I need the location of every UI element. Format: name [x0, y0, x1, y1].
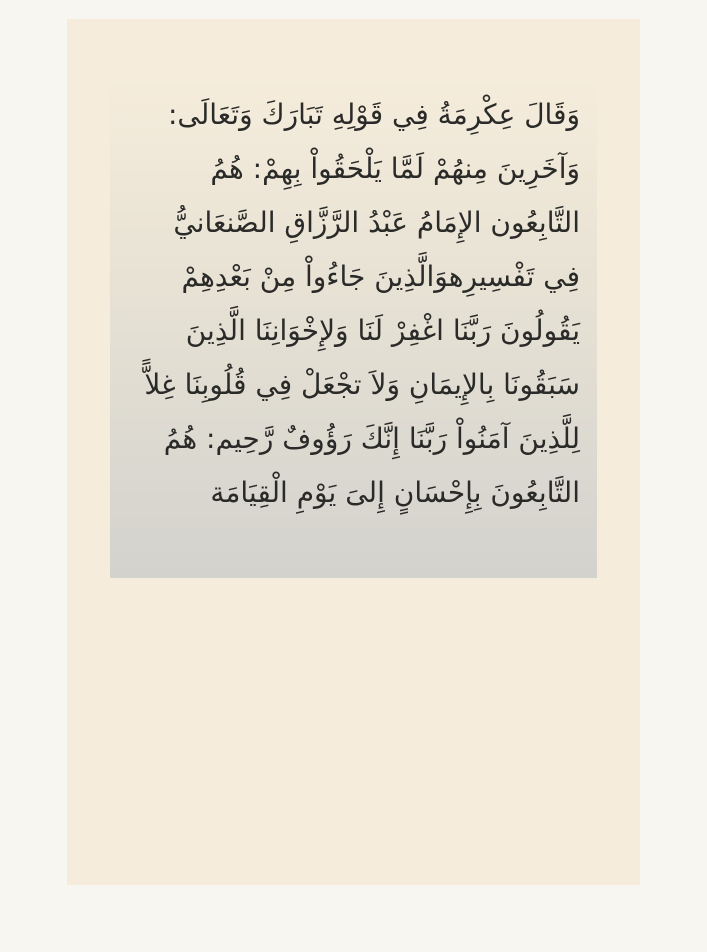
- highlighted-text-block: [110, 78, 597, 578]
- document-page: [67, 19, 640, 885]
- arabic-passage: وَقَالَ عِكْرِمَةُ فِي قَوْلِهِ تَبَارَكَ وَتَعَالَى: وَآخَرِينَ مِنهُمْ لَمَّا يَلْحَقُواْ بِهِمْ: هُمُ التَّابِعُون الإِمَامُ عَبْدُ الرَّزَّاقِ الصَّنعَانيُّ فِي تَفْسِيرِهوَالَّذِينَ جَاءُواْ مِنْ بَعْدِهِمْ يَقُولُونَ رَبَّنَا اغْفِرْ لَنَا وَلإِخْوَانِنَا الَّذِينَ سَبَقُونَا بِالإِيمَانِ وَلاَ تجْعَلْ فِي قُلُوبِنَا غِلاًّ لِلَّذِينَ آمَنُواْ رَبَّنَا إِنَّكَ رَؤُوفٌ رَّحِيم: هُمُ التَّابِعُونَ بِإِحْسَانٍ إِلىَ يَوْمِ الْقِيَامَة: [144, 98, 580, 509]
